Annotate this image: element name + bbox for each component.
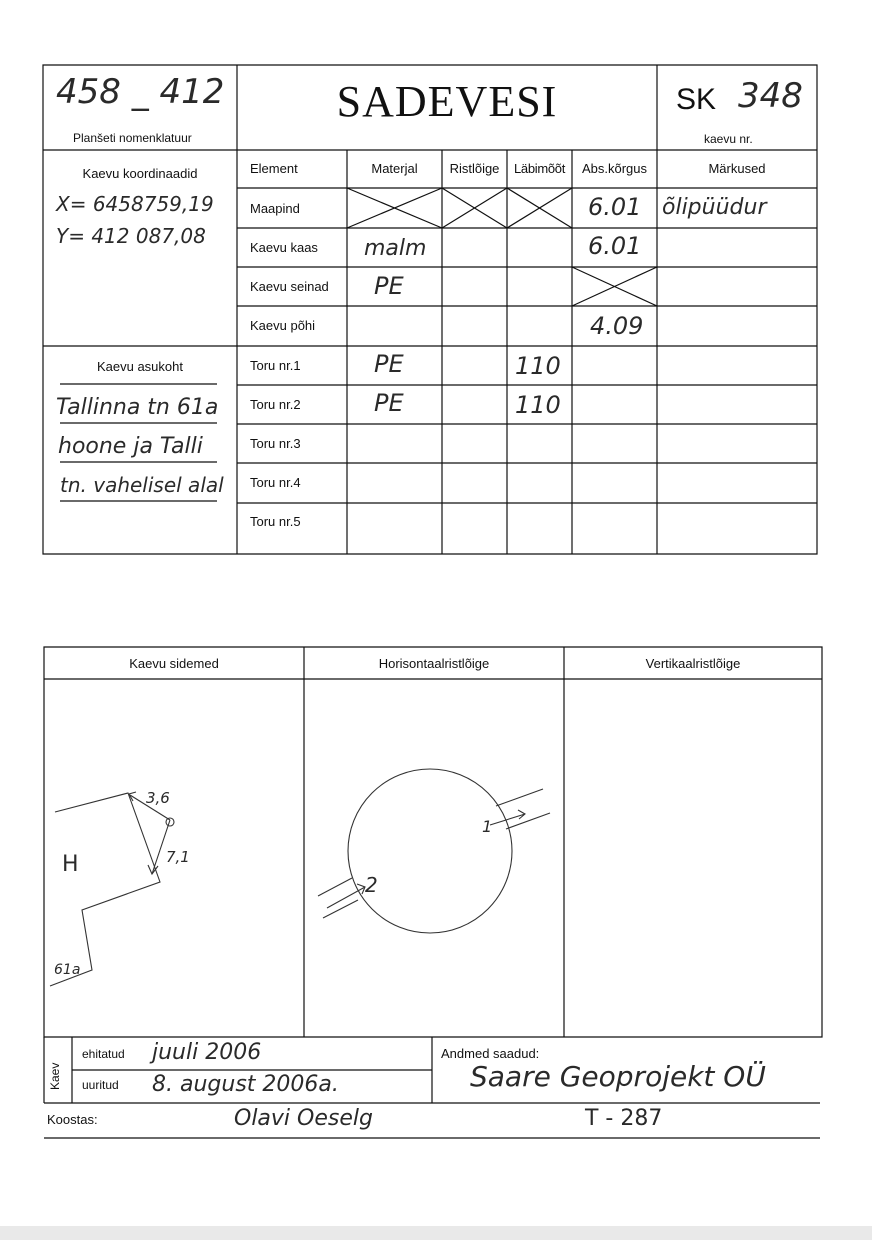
row-element: Toru nr.1: [250, 358, 301, 373]
sketch-title-horizontal: Horisontaalristlõige: [378, 656, 490, 671]
row-element: Toru nr.3: [250, 436, 301, 451]
row-material: PE: [374, 272, 404, 300]
pipe-1-label: 1: [482, 817, 493, 836]
built-value: juuli 2006: [152, 1040, 262, 1065]
row-element: Kaevu põhi: [250, 318, 316, 333]
row-element: Toru nr.2: [250, 397, 301, 412]
document-code: T - 287: [585, 1106, 663, 1131]
data-from-value: Saare Geoprojekt OÜ: [470, 1060, 766, 1093]
location-line-3: tn. vahelisel alal: [60, 473, 224, 497]
row-element: Toru nr.4: [250, 475, 301, 490]
row-element: Toru nr.5: [250, 514, 301, 529]
row-element: Kaevu seinad: [250, 279, 329, 294]
pipe-2-line-a: [318, 878, 352, 896]
col-header-element: Element: [250, 161, 298, 176]
well-circle: [348, 769, 512, 933]
location-heading: Kaevu asukoht: [96, 359, 183, 374]
col-header-height: Abs.kõrgus: [581, 161, 648, 176]
sheet-number: 458 _ 412: [56, 72, 225, 112]
row-height: 6.01: [588, 193, 642, 221]
scan-bottom-edge: [0, 1226, 872, 1240]
coordinates-heading: Kaevu koordinaadid: [82, 166, 198, 181]
location-line-1: Tallinna tn 61a: [56, 395, 219, 420]
well-prefix: SK: [676, 83, 717, 116]
data-from-label: Andmed saadud:: [441, 1046, 540, 1061]
built-label: ehitatud: [82, 1047, 125, 1061]
sheet-caption: Planšeti nomenklatuur: [73, 131, 192, 145]
sketch-title-sidemed: Kaevu sidemed: [129, 656, 219, 671]
location-line-2: hoone ja Talli: [58, 434, 203, 459]
row-element: Maapind: [250, 201, 300, 216]
address-label: 61a: [54, 962, 81, 978]
sketch-title-vertical: Vertikaalristlõige: [645, 656, 741, 671]
col-header-diameter: Läbimõõt: [513, 161, 566, 176]
row-height: 6.01: [588, 232, 642, 260]
coordinate-y: Y= 412 087,08: [56, 224, 206, 248]
row-diameter: 110: [515, 352, 561, 380]
col-header-material: Materjal: [371, 161, 418, 176]
building-outline: [50, 793, 160, 986]
well-point: [166, 818, 174, 826]
row-diameter: 110: [515, 391, 561, 419]
col-header-notes: Märkused: [708, 161, 766, 176]
distance-label-2: 7,1: [166, 848, 190, 866]
row-notes: õlipüüdur: [662, 195, 767, 220]
compiled-label: Koostas:: [47, 1112, 98, 1127]
col-header-section: Ristlõige: [449, 161, 500, 176]
row-height: 4.09: [590, 312, 644, 340]
row-material: PE: [374, 350, 404, 378]
building-label: H: [62, 852, 79, 877]
page-title: SADEVESI: [336, 77, 558, 126]
row-element: Kaevu kaas: [250, 240, 318, 255]
pipe-1-line-b: [506, 813, 550, 829]
pipe-2-line-b: [323, 900, 358, 918]
surveyed-value: 8. august 2006a.: [152, 1072, 339, 1097]
row-material: malm: [364, 236, 427, 261]
pipe-1-line-a: [496, 789, 543, 806]
well-caption: kaevu nr.: [704, 132, 753, 146]
distance-label-1: 3,6: [146, 789, 170, 807]
row-material: PE: [374, 389, 404, 417]
pipe-2-label: 2: [365, 873, 378, 897]
coordinate-x: X= 6458759,19: [56, 192, 214, 216]
compiled-value: Olavi Oeselg: [234, 1106, 373, 1131]
well-number: 348: [738, 76, 803, 116]
surveyed-label: uuritud: [82, 1078, 119, 1092]
footer-side-label: Kaev: [48, 1062, 62, 1090]
